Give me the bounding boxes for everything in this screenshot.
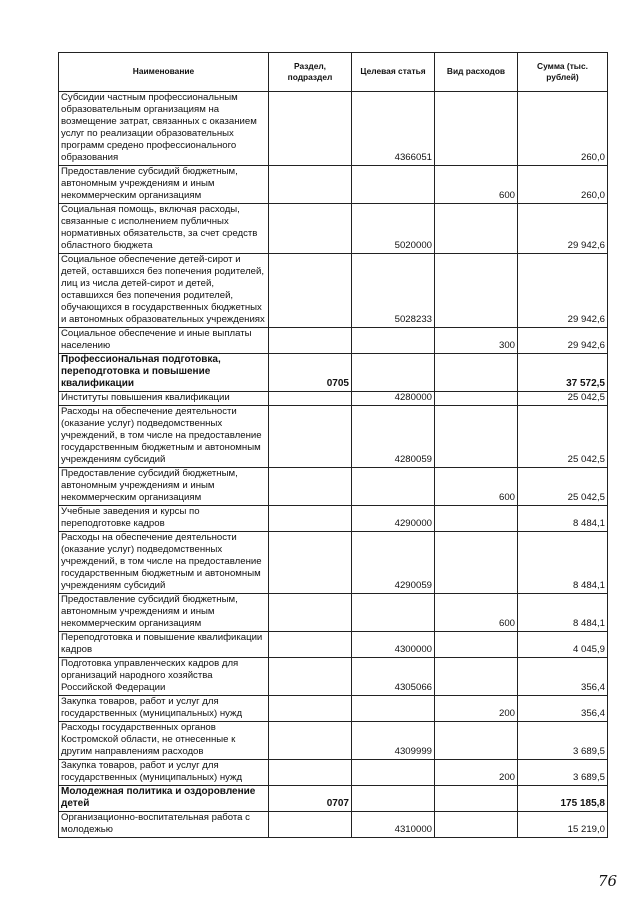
cell-section: 0705 [269, 354, 352, 392]
cell-section [269, 328, 352, 354]
cell-expense-type: 200 [435, 760, 518, 786]
header-section: Раздел, подраздел [269, 53, 352, 92]
page-number: 76 [598, 872, 618, 890]
cell-amount: 25 042,5 [518, 392, 608, 406]
cell-amount: 29 942,6 [518, 204, 608, 254]
cell-target [352, 696, 435, 722]
table-row [59, 92, 608, 166]
cell-target: 4290000 [352, 506, 435, 532]
cell-amount: 8 484,1 [518, 594, 608, 632]
table-row [59, 696, 608, 722]
cell-section [269, 254, 352, 328]
cell-expense-type [435, 658, 518, 696]
header-target: Целевая статья [352, 53, 435, 92]
cell-expense-type [435, 532, 518, 594]
cell-expense-type [435, 392, 518, 406]
cell-name: Расходы на обеспечение деятельности (оказание услуг) подведомственных учреждений, в том числе на предоставление государственным бюджетным и автономным учреждениям субсидий [59, 532, 269, 594]
cell-section [269, 696, 352, 722]
table-body [59, 92, 608, 838]
table-row [59, 254, 608, 328]
cell-amount: 356,4 [518, 696, 608, 722]
cell-expense-type: 600 [435, 166, 518, 204]
table-row [59, 204, 608, 254]
cell-target: 4309999 [352, 722, 435, 760]
cell-name: Молодежная политика и оздоровление детей [59, 786, 269, 812]
table-row [59, 506, 608, 532]
cell-amount: 175 185,8 [518, 786, 608, 812]
cell-target [352, 328, 435, 354]
cell-section [269, 632, 352, 658]
cell-expense-type [435, 92, 518, 166]
cell-name: Закупка товаров, работ и услуг для государственных (муниципальных) нужд [59, 696, 269, 722]
table-row [59, 532, 608, 594]
table-row [59, 658, 608, 696]
cell-amount: 25 042,5 [518, 406, 608, 468]
cell-section [269, 92, 352, 166]
cell-target: 5028233 [352, 254, 435, 328]
cell-amount: 8 484,1 [518, 506, 608, 532]
cell-section [269, 166, 352, 204]
cell-expense-type [435, 254, 518, 328]
cell-expense-type [435, 812, 518, 838]
cell-section [269, 722, 352, 760]
cell-expense-type [435, 722, 518, 760]
table-row [59, 594, 608, 632]
cell-target: 4280059 [352, 406, 435, 468]
cell-expense-type: 600 [435, 594, 518, 632]
cell-section [269, 760, 352, 786]
cell-name: Институты повышения квалификации [59, 392, 269, 406]
cell-name: Предоставление субсидий бюджетным, автономным учреждениям и иным некоммерческим организациям [59, 468, 269, 506]
cell-target [352, 786, 435, 812]
cell-target [352, 594, 435, 632]
cell-expense-type [435, 632, 518, 658]
cell-target [352, 166, 435, 204]
cell-expense-type: 300 [435, 328, 518, 354]
cell-amount: 260,0 [518, 166, 608, 204]
cell-name: Социальная помощь, включая расходы, связанные с исполнением публичных нормативных обязательств, за счет средств областного бюджета [59, 204, 269, 254]
table-row [59, 722, 608, 760]
cell-name: Подготовка управленческих кадров для организаций народного хозяйства Российской Федерации [59, 658, 269, 696]
cell-expense-type: 200 [435, 696, 518, 722]
table-row [59, 328, 608, 354]
cell-name: Закупка товаров, работ и услуг для государственных (муниципальных) нужд [59, 760, 269, 786]
table-row [59, 786, 608, 812]
cell-expense-type [435, 786, 518, 812]
cell-target: 4290059 [352, 532, 435, 594]
cell-target [352, 468, 435, 506]
budget-table [58, 52, 608, 838]
table-row [59, 760, 608, 786]
cell-section [269, 812, 352, 838]
cell-amount: 37 572,5 [518, 354, 608, 392]
cell-name: Профессиональная подготовка, переподготовка и повышение квалификации [59, 354, 269, 392]
cell-amount: 4 045,9 [518, 632, 608, 658]
cell-target [352, 354, 435, 392]
table-row [59, 406, 608, 468]
cell-target [352, 760, 435, 786]
cell-amount: 8 484,1 [518, 532, 608, 594]
cell-amount: 25 042,5 [518, 468, 608, 506]
table-row [59, 392, 608, 406]
cell-name: Социальное обеспечение детей-сирот и детей, оставшихся без попечения родителей, лиц из числа детей-сирот и детей, оставшихся без попечения родителей, обучающихся в государственных бюджетных и автономных образовательных учреждениях [59, 254, 269, 328]
cell-expense-type [435, 204, 518, 254]
cell-section [269, 392, 352, 406]
cell-amount: 15 219,0 [518, 812, 608, 838]
cell-amount: 356,4 [518, 658, 608, 696]
cell-name: Расходы на обеспечение деятельности (оказание услуг) подведомственных учреждений, в том числе на предоставление государственным бюджетным и автономным учреждениям субсидий [59, 406, 269, 468]
cell-target: 5020000 [352, 204, 435, 254]
cell-amount: 3 689,5 [518, 760, 608, 786]
cell-section [269, 204, 352, 254]
cell-name: Субсидии частным профессиональным образовательным организациям на возмещение затрат, связанных с оказанием услуг по реализации образовательных программ средено профессионального образования [59, 92, 269, 166]
cell-section [269, 594, 352, 632]
table-header-row [59, 53, 608, 92]
cell-name: Предоставление субсидий бюджетным, автономным учреждениям и иным некоммерческим организациям [59, 166, 269, 204]
cell-amount: 29 942,6 [518, 328, 608, 354]
table-row [59, 812, 608, 838]
cell-expense-type [435, 506, 518, 532]
cell-section [269, 532, 352, 594]
cell-section [269, 506, 352, 532]
cell-target: 4305066 [352, 658, 435, 696]
cell-target: 4310000 [352, 812, 435, 838]
cell-amount: 3 689,5 [518, 722, 608, 760]
cell-name: Расходы государственных органов Костромской области, не отнесенные к другим направлениям расходов [59, 722, 269, 760]
cell-section [269, 468, 352, 506]
cell-target: 4280000 [352, 392, 435, 406]
cell-name: Организационно-воспитательная работа с молодежью [59, 812, 269, 838]
cell-name: Переподготовка и повышение квалификации кадров [59, 632, 269, 658]
header-name: Наименование [59, 53, 269, 92]
table-row [59, 468, 608, 506]
cell-section: 0707 [269, 786, 352, 812]
table-row [59, 354, 608, 392]
header-amount: Сумма (тыс. рублей) [518, 53, 608, 92]
cell-expense-type [435, 406, 518, 468]
cell-name: Учебные заведения и курсы по переподготовке кадров [59, 506, 269, 532]
cell-expense-type [435, 354, 518, 392]
header-expense-type: Вид расходов [435, 53, 518, 92]
cell-amount: 260,0 [518, 92, 608, 166]
table-row [59, 632, 608, 658]
cell-section [269, 406, 352, 468]
cell-name: Социальное обеспечение и иные выплаты населению [59, 328, 269, 354]
cell-target: 4366051 [352, 92, 435, 166]
cell-target: 4300000 [352, 632, 435, 658]
cell-section [269, 658, 352, 696]
cell-amount: 29 942,6 [518, 254, 608, 328]
table-row [59, 166, 608, 204]
cell-name: Предоставление субсидий бюджетным, автономным учреждениям и иным некоммерческим организациям [59, 594, 269, 632]
cell-expense-type: 600 [435, 468, 518, 506]
